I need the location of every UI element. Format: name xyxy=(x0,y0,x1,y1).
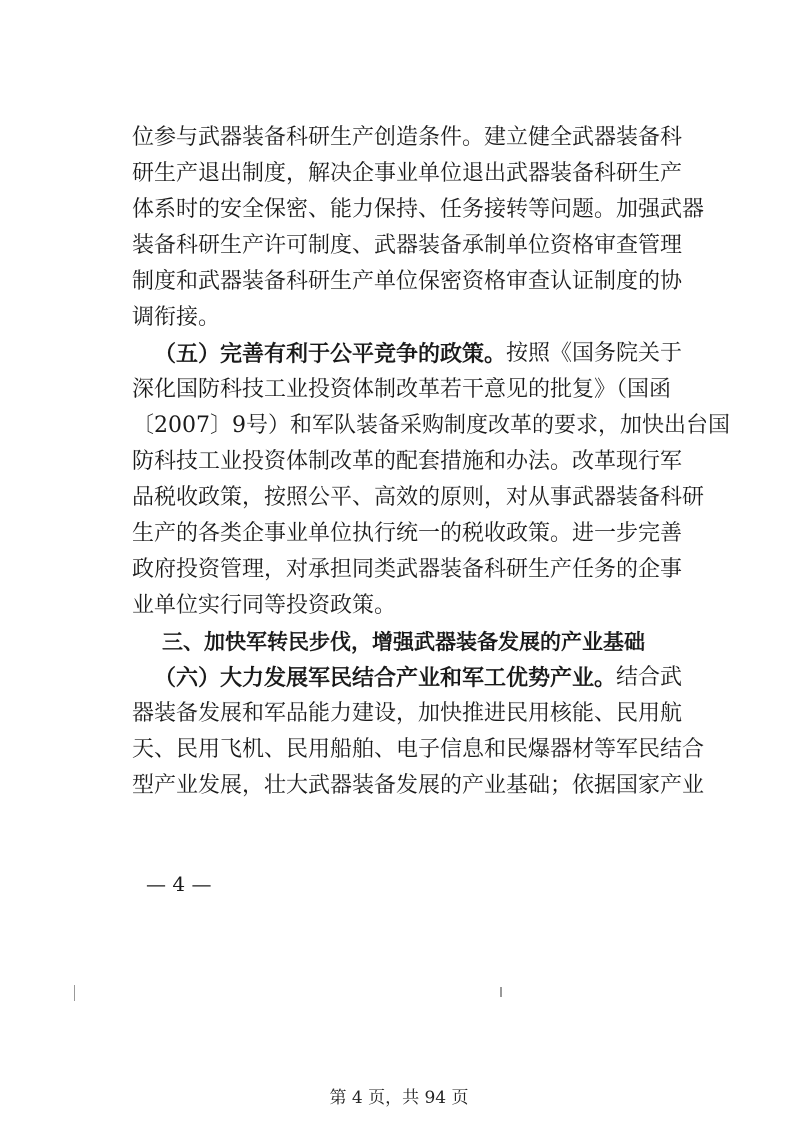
text-line-12: 生产的各类企事业单位执行统一的税收政策。进一步完善 xyxy=(132,521,683,546)
text-line-19: 型产业发展，壮大武器装备发展的产业基础；依据国家产业 xyxy=(132,773,705,798)
text-line-11: 品税收政策，按照公平、高效的原则，对从事武器装备科研 xyxy=(132,485,705,510)
paragraph-6-first-line xyxy=(154,664,683,692)
page-footer: 第 4 页，共 94 页 xyxy=(329,1088,469,1108)
text-line-8: 深化国防科技工业投资体制改革若干意见的批复》（国函 xyxy=(132,377,672,402)
text-line-6: 调衔接。 xyxy=(132,305,221,330)
text-line-5: 制度和武器装备科研生产单位保密资格审查认证制度的协 xyxy=(132,269,683,294)
scan-mark-center xyxy=(500,987,502,997)
text-line-1: 位参与武器装备科研生产创造条件。建立健全武器装备科 xyxy=(132,125,683,150)
section-5-text-start: 按照《国务院关于 xyxy=(506,341,683,366)
text-line-4: 装备科研生产许可制度、武器装备承制单位资格审查管理 xyxy=(132,233,683,258)
section-6-title: （六）大力发展军民结合产业和军工优势产业。 xyxy=(154,665,617,691)
paragraph-5-first-line xyxy=(154,340,683,368)
text-line-10: 防科技工业投资体制改革的配套措施和办法。改革现行军 xyxy=(132,449,683,474)
text-line-13: 政府投资管理，对承担同类武器装备科研生产任务的企事 xyxy=(132,557,683,582)
page-number: — 4 — xyxy=(146,872,212,896)
section-6-text-start: 结合武 xyxy=(616,665,683,690)
text-line-9: 〔2007〕9号）和军队装备采购制度改革的要求，加快出台国 xyxy=(132,413,730,438)
section-5-title: （五）完善有利于公平竞争的政策。 xyxy=(154,341,507,367)
scan-mark-left xyxy=(74,985,75,1001)
section-3-heading: 三、加快军转民步伐，增强武器装备发展的产业基础 xyxy=(162,630,645,654)
text-line-18: 天、民用飞机、民用船舶、电子信息和民爆器材等军民结合 xyxy=(132,737,705,762)
text-line-2: 研生产退出制度，解决企事业单位退出武器装备科研生产 xyxy=(132,161,683,186)
text-line-14: 业单位实行同等投资政策。 xyxy=(132,593,397,618)
text-line-3: 体系时的安全保密、能力保持、任务接转等问题。加强武器 xyxy=(132,197,705,222)
text-line-17: 器装备发展和军品能力建设，加快推进民用核能、民用航 xyxy=(132,701,683,726)
